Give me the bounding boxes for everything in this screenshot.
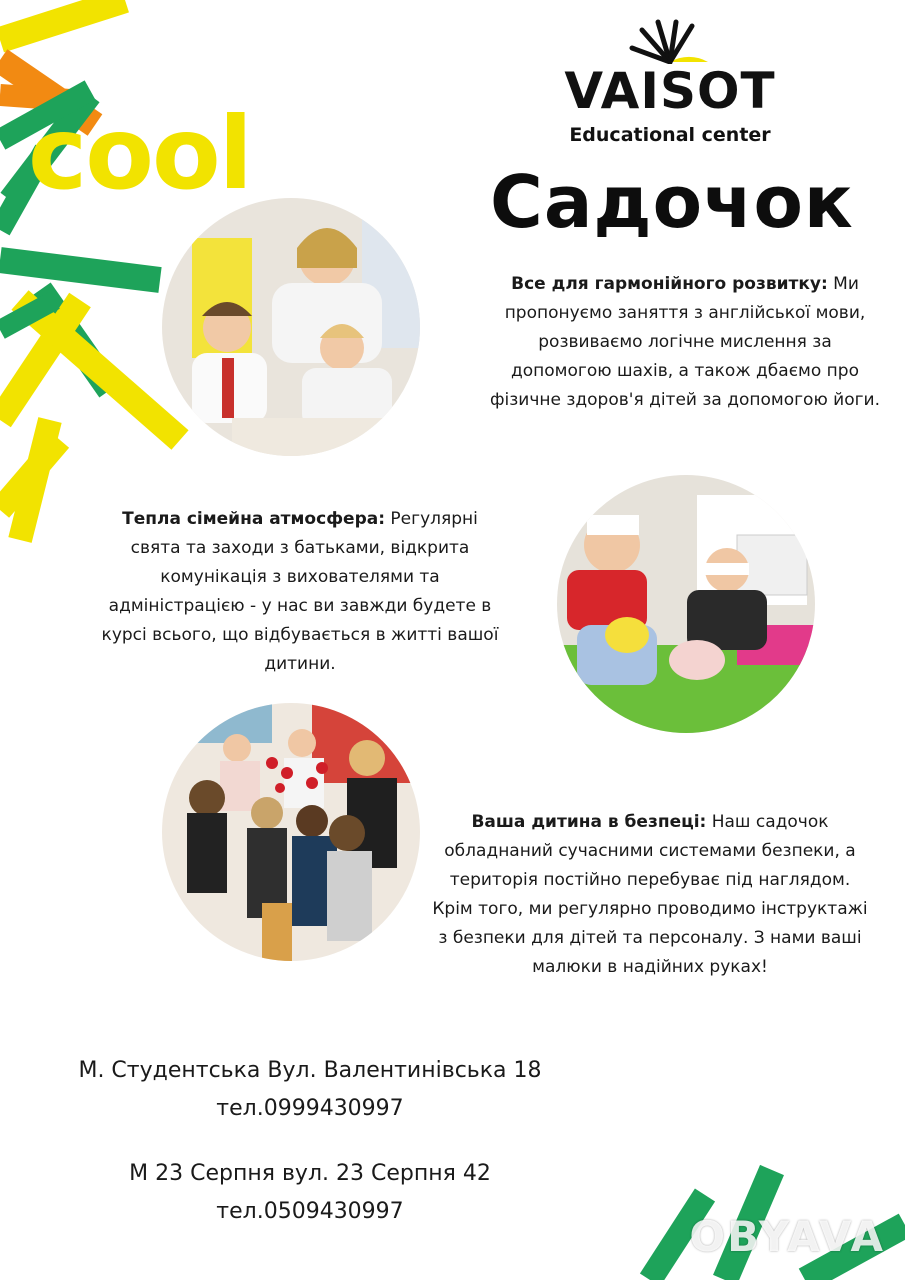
contact-block-1 — [40, 1052, 580, 1128]
page-title: Садочок — [490, 160, 854, 244]
cool-decor-word: cool — [28, 95, 251, 212]
logo-name: VAISOT — [564, 62, 776, 120]
section-atmosphere — [100, 505, 500, 679]
section-safety-heading: Ваша дитина в безпеці: — [471, 812, 707, 832]
logo — [560, 18, 780, 146]
section-development — [490, 270, 880, 415]
contact-phone: тел.0999430997 — [216, 1096, 404, 1121]
sun-rays-icon — [620, 18, 720, 64]
logo-subtitle: Educational center — [569, 124, 771, 146]
section-atmosphere-heading: Тепла сімейна атмосфера: — [122, 509, 386, 529]
photo-children-playing-doctor — [557, 475, 815, 733]
contact-address: М 23 Серпня вул. 23 Серпня 42 — [129, 1161, 491, 1186]
section-development-heading: Все для гармонійного розвитку: — [511, 274, 828, 294]
section-safety — [430, 808, 870, 982]
section-atmosphere-text: Регулярні свята та заходи з батьками, відкрита комунікація з вихователями та адміністрацією - у нас ви завжди будете в курсі всього, що відбувається в житті вашої дитини. — [101, 509, 499, 674]
contact-block-2 — [40, 1155, 580, 1231]
section-safety-text: Наш садочок обладнаний сучасними системами безпеки, а територія постійно перебуває під наглядом. Крім того, ми регулярно проводимо інструктажі з безпеки для дітей та персоналу. З нами ваші малюки в надійних руках! — [432, 812, 868, 977]
contact-address: М. Студентська Вул. Валентинівська 18 — [78, 1058, 542, 1083]
watermark: OBYAVA — [689, 1212, 885, 1261]
photo-children-crafts — [162, 198, 420, 456]
photo-children-with-flowers — [162, 703, 420, 961]
section-development-text: Ми пропонуємо заняття з англійської мови, розвиваємо логічне мислення за допомогою шахів, а також дбаємо про фізичне здоров'я дітей за допомогою йоги. — [490, 274, 881, 410]
contact-phone: тел.0509430997 — [216, 1199, 404, 1224]
